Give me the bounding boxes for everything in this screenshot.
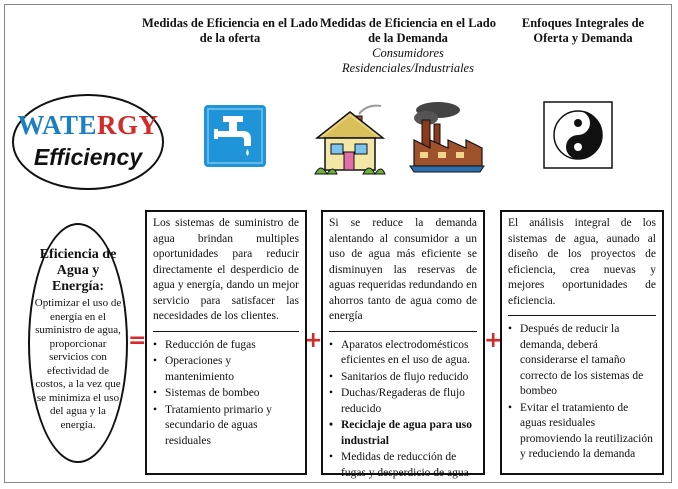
water-faucet-icon <box>203 104 267 168</box>
list-item: • Reducción de fugas <box>153 338 299 354</box>
watergy-logo: WATERGY Efficiency <box>12 94 164 190</box>
supply-divider <box>153 331 299 332</box>
header-supply: Medidas de Eficiencia en el Lado de la oferta <box>141 16 319 45</box>
plus-operator-1: + <box>304 328 323 353</box>
yin-yang-icon <box>543 101 613 169</box>
demand-intro: Si se reduce la demanda alentando al consumidor a un uso de agua más eficiente se disminuyen las reservas de aguas requeridas redundando en ahorros tanto de agua como de energía <box>329 217 477 322</box>
definition-oval <box>28 223 128 463</box>
integral-divider <box>508 315 656 316</box>
list-item: • Operaciones y mantenimiento <box>153 354 299 385</box>
integral-list <box>508 322 656 463</box>
list-item: • Sanitarios de flujo reducido <box>329 370 477 386</box>
supply-intro: Los sistemas de suministro de agua brindan multiples oportunidades para reducir directamente el desperdicio de agua y energía, dando un mejor servicio para satisfacer las necesidades de los clientes. <box>153 217 299 322</box>
demand-list <box>329 338 477 482</box>
list-item: • Medidas de reducción de fugas y desperdicio de agua <box>329 450 477 481</box>
house-icon <box>311 100 389 180</box>
integral-box <box>500 210 664 475</box>
definition-title: Eficiencia de Agua y Energía: <box>39 247 117 294</box>
plus-operator-2: + <box>484 328 503 353</box>
factory-icon <box>408 100 486 178</box>
list-item: • Sistemas de bombeo <box>153 386 299 402</box>
list-item: • Aparatos electrodomésticos eficientes en el uso de agua. <box>329 338 477 369</box>
equals-operator: = <box>128 328 147 353</box>
header-integral: Enfoques Integrales de Oferta y Demanda <box>521 16 645 45</box>
list-item: • Tratamiento primario y secundario de aguas residuales <box>153 403 299 450</box>
header-demand: Medidas de Eficiencia en el Lado de la Demanda Consumidores Residenciales/Industriales <box>319 16 497 75</box>
demand-box <box>321 210 485 479</box>
list-item: • Reciclaje de agua para uso industrial <box>329 418 477 449</box>
demand-divider <box>329 331 477 332</box>
list-item: • Después de reducir la demanda, deberá considerarse el tamaño correcto de los sistemas de bombeo <box>508 322 656 400</box>
definition-text: Optimizar el uso de energía en el suministro de agua, proporcionar servicios con efectividad de costos, a la vez que se minimiza el uso del agua y la energía. <box>34 297 122 431</box>
list-item: • Evitar el tratamiento de aguas residuales promoviendo la reutilización y reduciendo la demanda <box>508 401 656 463</box>
supply-list <box>153 338 299 450</box>
header-demand-subtitle: Consumidores Residenciales/Industriales <box>342 46 474 75</box>
list-item: • Duchas/Regaderas de flujo reducido <box>329 386 477 417</box>
supply-box <box>145 210 307 475</box>
integral-intro: El análisis integral de los sistemas de agua, aunado al diseño de los proyectos de eficiencia, crea nuevas y mejores oportunidades de eficiencia. <box>508 217 656 307</box>
